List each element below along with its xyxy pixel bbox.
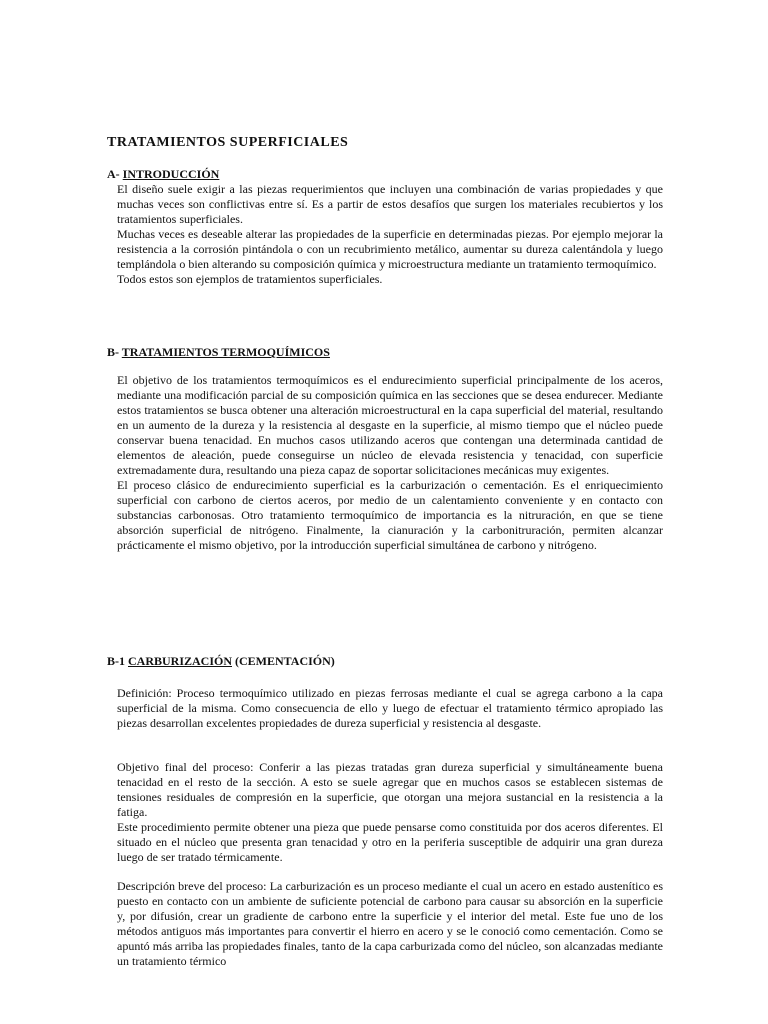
paragraph: Este procedimiento permite obtener una pieza que puede pensarse como constituida por dos aceros diferentes. El situado en el núcleo que presenta gran tenacidad y otro en la periferia susceptible de adquirir una gran dureza luego de ser tratado térmicamente.: [117, 820, 663, 864]
paragraph: Objetivo final del proceso: Conferir a las piezas tratadas gran dureza superficial y simultáneamente buena tenacidad en el resto de la sección. A esto se suele agregar que en muchos casos se establecen sistemas de tensiones residuales de compresión en la superficie, que otorgan una mejora sustancial en la resistencia a la fatiga.: [117, 760, 663, 819]
section-b1-title: CARBURIZACIÓN: [128, 654, 233, 668]
section-a-prefix: A-: [107, 167, 120, 181]
section-a-title: INTRODUCCIÓN: [122, 167, 220, 181]
paragraph: Definición: Proceso termoquímico utilizado en piezas ferrosas mediante el cual se agrega carbono a la capa superficial de la misma. Como consecuencia de ello y luego de efectuar el tratamiento térmico apropiado las piezas desarrollan excelentes propiedades de dureza superficial y resistencia al desgaste.: [117, 686, 663, 730]
section-b-prefix: B-: [107, 345, 119, 359]
section-b1-suffix: (CEMENTACIÓN): [235, 654, 335, 668]
paragraph: El diseño suele exigir a las piezas requerimientos que incluyen una combinación de varias propiedades y que muchas veces son conflictivas entre sí. Es a partir de estos desafíos que surgen los materiales recubiertos y los tratamientos superficiales.: [117, 182, 663, 226]
section-b1-definition: [117, 686, 663, 731]
section-b1-description: [117, 879, 663, 969]
section-b1-objective: [117, 760, 663, 865]
section-b1-prefix: B-1: [107, 654, 125, 668]
section-a-body: [117, 182, 663, 287]
paragraph: Descripción breve del proceso: La carburización es un proceso mediante el cual un acero en estado austenítico es puesto en contacto con un ambiente de suficiente potencial de carbono para causar su absorción en la superficie y, por difusión, crear un gradiente de carbono entre la superficie y el interior del metal. Este fue uno de los métodos antiguos más importantes para convertir el hierro en acero y se le conoció como cementación. Como se apuntó más arriba las propiedades finales, tanto de la capa carburizada como del núcleo, son alcanzadas mediante un tratamiento térmico: [117, 879, 663, 968]
document-title: TRATAMIENTOS SUPERFICIALES: [107, 135, 349, 150]
section-a-heading: [107, 167, 219, 182]
paragraph: El proceso clásico de endurecimiento superficial es la carburización o cementación. Es el enriquecimiento superficial con carbono de ciertos aceros, por medio de un calentamiento conveniente y en contacto con substancias carbonosas. Otro tratamiento termoquímico de importancia es la nitruración, en que se tiene absorción superficial de nitrógeno. Finalmente, la cianuración y la carbonitruración, permiten alcanzar prácticamente el mismo objetivo, por la introducción superficial simultánea de carbono y nitrógeno.: [117, 478, 663, 552]
paragraph: Muchas veces es deseable alterar las propiedades de la superficie en determinadas piezas. Por ejemplo mejorar la resistencia a la corrosión pintándola o con un recubrimiento metálico, aumentar su dureza calentándola y luego templándola o bien alterando su composición química y microestructura mediante un tratamiento termoquímico.: [117, 227, 663, 271]
section-b1-heading: [107, 654, 335, 669]
section-b-heading: [107, 345, 330, 360]
section-b-body: [117, 373, 663, 553]
section-b-title: TRATAMIENTOS TERMOQUÍMICOS: [121, 345, 330, 359]
paragraph: Todos estos son ejemplos de tratamientos superficiales.: [117, 272, 383, 286]
paragraph: El objetivo de los tratamientos termoquímicos es el endurecimiento superficial principalmente de los aceros, mediante una modificación parcial de su composición química en las secciones que se desea endurecer. Mediante estos tratamientos se busca obtener una alteración microestructural en la capa superficial del material, resultando en un aumento de la dureza y la resistencia al desgaste en la superficie, al mismo tiempo que el núcleo puede conservar buena tenacidad. En muchos casos utilizando aceros que contengan una determinada cantidad de elementos de aleación, puede conseguirse un núcleo de elevada resistencia y tenacidad, con superficie extremadamente dura, resultando una pieza capaz de soportar solicitaciones mecánicas muy exigentes.: [117, 373, 663, 477]
